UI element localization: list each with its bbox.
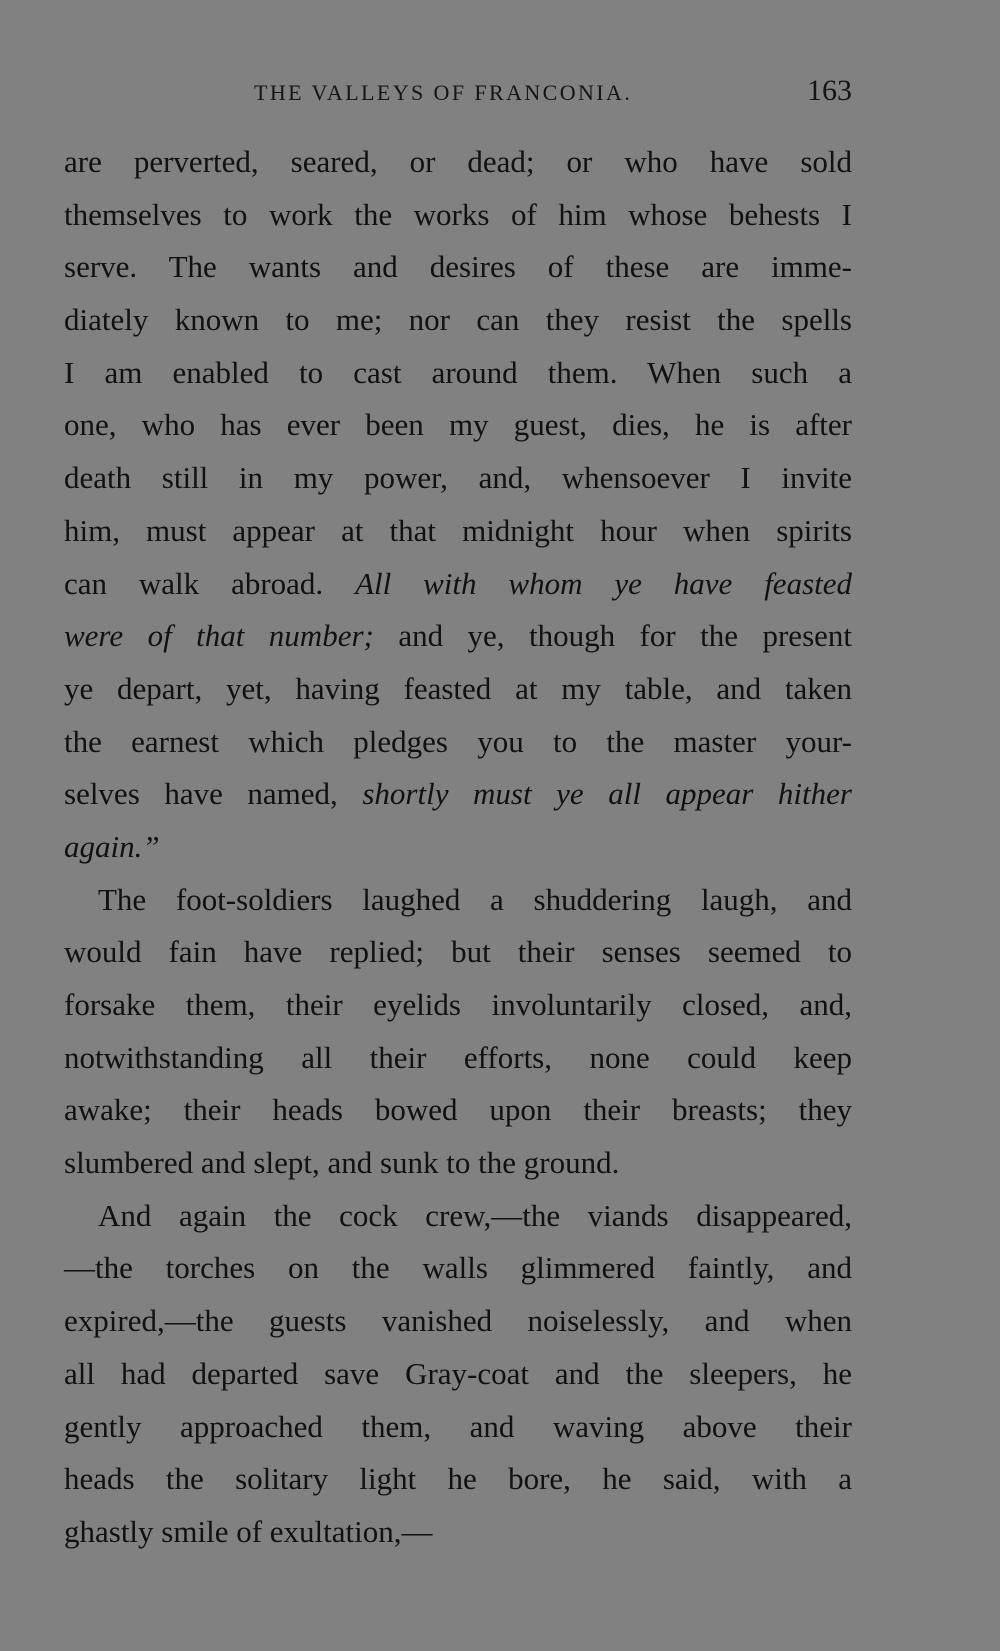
text-line: forsake them, their eyelids involuntarily closed, and, (64, 987, 852, 1022)
text-line: him, must appear at that midnight hour when spirits (64, 512, 852, 548)
roman-run: and ye, though for the present (373, 618, 853, 654)
italic-run: shortly must ye all appear hither (362, 776, 852, 812)
italic-run: All with whom ye have feasted (355, 565, 852, 601)
running-head: THE VALLEYS OF FRANCONIA. (254, 80, 633, 105)
text-line: gently approached them, and waving above their (64, 1408, 852, 1444)
text-line: The foot-soldiers laughed a shuddering laugh, and (98, 881, 852, 917)
page-body (64, 136, 852, 1559)
text-line: the earnest which pledges you to the master your- (64, 723, 852, 759)
text-line: are perverted, seared, or dead; or who have sold (64, 144, 852, 179)
text-line: ghastly smile of exultation,— (64, 1513, 433, 1549)
paragraph-1 (64, 136, 852, 874)
text-line: one, who has ever been my guest, dies, he is after (64, 407, 852, 443)
paragraph-2 (64, 874, 852, 1190)
text-line: themselves to work the works of him whose behests I (64, 196, 852, 232)
text-line: all had departed save Gray-coat and the sleepers, he (64, 1355, 852, 1391)
text-line: notwithstanding all their efforts, none could keep (64, 1039, 852, 1075)
italic-run: were of that number; (64, 618, 374, 654)
text-line: —the torches on the walls glimmered faintly, and (64, 1250, 852, 1286)
text-line: awake; their heads bowed upon their breasts; they (64, 1092, 852, 1128)
text-line-mixed (64, 610, 852, 663)
text-line: diately known to me; nor can they resist the spells (64, 302, 852, 338)
roman-run: selves have named, (64, 776, 363, 812)
text-line: serve. The wants and desires of these are imme- (64, 249, 852, 285)
page-header (64, 74, 852, 114)
text-line: I am enabled to cast around them. When such a (64, 354, 852, 390)
text-line: would fain have replied; but their senses seemed to (64, 934, 852, 970)
text-line: And again the cock crew,—the viands disappeared, (98, 1197, 852, 1233)
text-line-mixed (64, 558, 852, 611)
paragraph-3 (64, 1190, 852, 1559)
text-line: ye depart, yet, having feasted at my table, and taken (64, 670, 852, 706)
text-line-mixed (64, 768, 852, 821)
roman-run: can walk abroad. (64, 565, 356, 601)
text-line: expired,—the guests vanished noiselessly, and when (64, 1303, 852, 1339)
text-line: heads the solitary light he bore, he said, with a (64, 1461, 852, 1497)
text-line: slumbered and slept, and sunk to the ground. (64, 1145, 620, 1181)
text-line: death still in my power, and, whensoever I invite (64, 460, 852, 496)
italic-run: again.” (64, 828, 160, 864)
page-number: 163 (807, 74, 852, 107)
text-line (64, 821, 852, 874)
